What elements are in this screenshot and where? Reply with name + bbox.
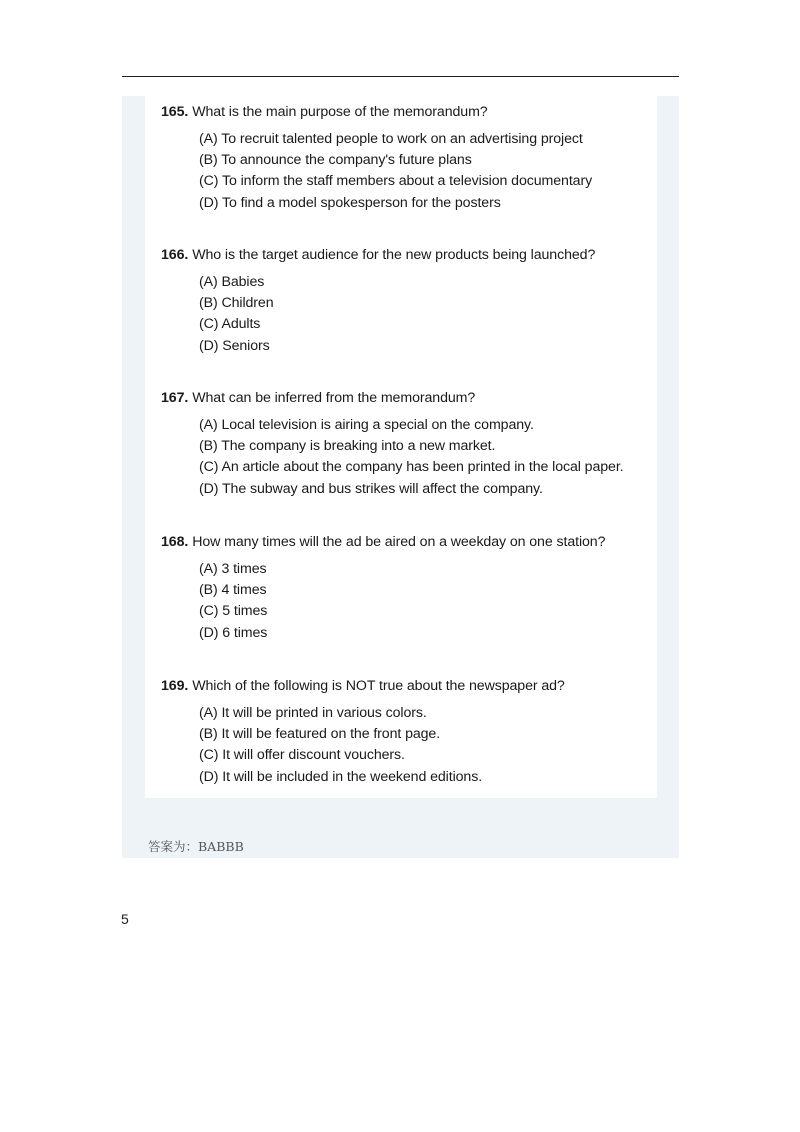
question-text: How many times will the ad be aired on a weekday on one station? bbox=[192, 534, 606, 550]
option-d: (D) 6 times bbox=[199, 624, 268, 641]
option-list bbox=[199, 272, 661, 357]
question-number: 169. bbox=[161, 678, 189, 694]
option-list bbox=[199, 415, 661, 500]
page-number: 5 bbox=[121, 911, 129, 927]
option-d: (D) To find a model spokesperson for the posters bbox=[199, 194, 501, 211]
question-text: Who is the target audience for the new products being launched? bbox=[192, 247, 596, 263]
header-rule bbox=[122, 76, 679, 77]
question-166 bbox=[161, 246, 661, 357]
option-a: (A) To recruit talented people to work on an advertising project bbox=[199, 131, 583, 147]
question-169 bbox=[161, 677, 661, 788]
question-167 bbox=[161, 389, 661, 500]
option-a: (A) Local television is airing a special on the company. bbox=[199, 417, 534, 433]
question-text: What can be inferred from the memorandum? bbox=[192, 390, 476, 406]
option-list bbox=[199, 703, 661, 788]
option-b: (B) Children bbox=[199, 295, 274, 312]
question-stem bbox=[161, 389, 661, 407]
option-a: (A) It will be printed in various colors. bbox=[199, 705, 427, 721]
question-stem bbox=[161, 103, 661, 121]
option-b: (B) The company is breaking into a new market. bbox=[199, 438, 496, 455]
question-text: What is the main purpose of the memorandum? bbox=[192, 104, 488, 120]
option-a: (A) 3 times bbox=[199, 561, 267, 577]
question-stem bbox=[161, 533, 661, 551]
option-d: (D) It will be included in the weekend editions. bbox=[199, 768, 483, 785]
question-number: 165. bbox=[161, 104, 189, 120]
question-text: Which of the following is NOT true about the newspaper ad? bbox=[192, 678, 565, 694]
option-b: (B) To announce the company's future plans bbox=[199, 152, 472, 169]
option-b: (B) It will be featured on the front page. bbox=[199, 726, 441, 743]
option-d: (D) The subway and bus strikes will affect the company. bbox=[199, 480, 543, 497]
option-c: (C) It will offer discount vouchers. bbox=[199, 747, 405, 764]
question-165 bbox=[161, 103, 661, 214]
question-stem bbox=[161, 677, 661, 695]
option-c: (C) Adults bbox=[199, 316, 261, 333]
option-d: (D) Seniors bbox=[199, 337, 270, 354]
option-a: (A) Babies bbox=[199, 274, 265, 290]
question-number: 167. bbox=[161, 390, 189, 406]
question-number: 166. bbox=[161, 247, 189, 263]
option-c: (C) An article about the company has been printed in the local paper. bbox=[199, 459, 624, 476]
option-c: (C) To inform the staff members about a television documentary bbox=[199, 173, 593, 190]
answer-key: 答案为：BABBB bbox=[148, 839, 244, 854]
question-168 bbox=[161, 533, 661, 644]
option-list bbox=[199, 129, 661, 214]
question-stem bbox=[161, 246, 661, 264]
option-c: (C) 5 times bbox=[199, 603, 268, 620]
option-b: (B) 4 times bbox=[199, 582, 267, 599]
option-list bbox=[199, 559, 661, 644]
question-number: 168. bbox=[161, 534, 189, 550]
